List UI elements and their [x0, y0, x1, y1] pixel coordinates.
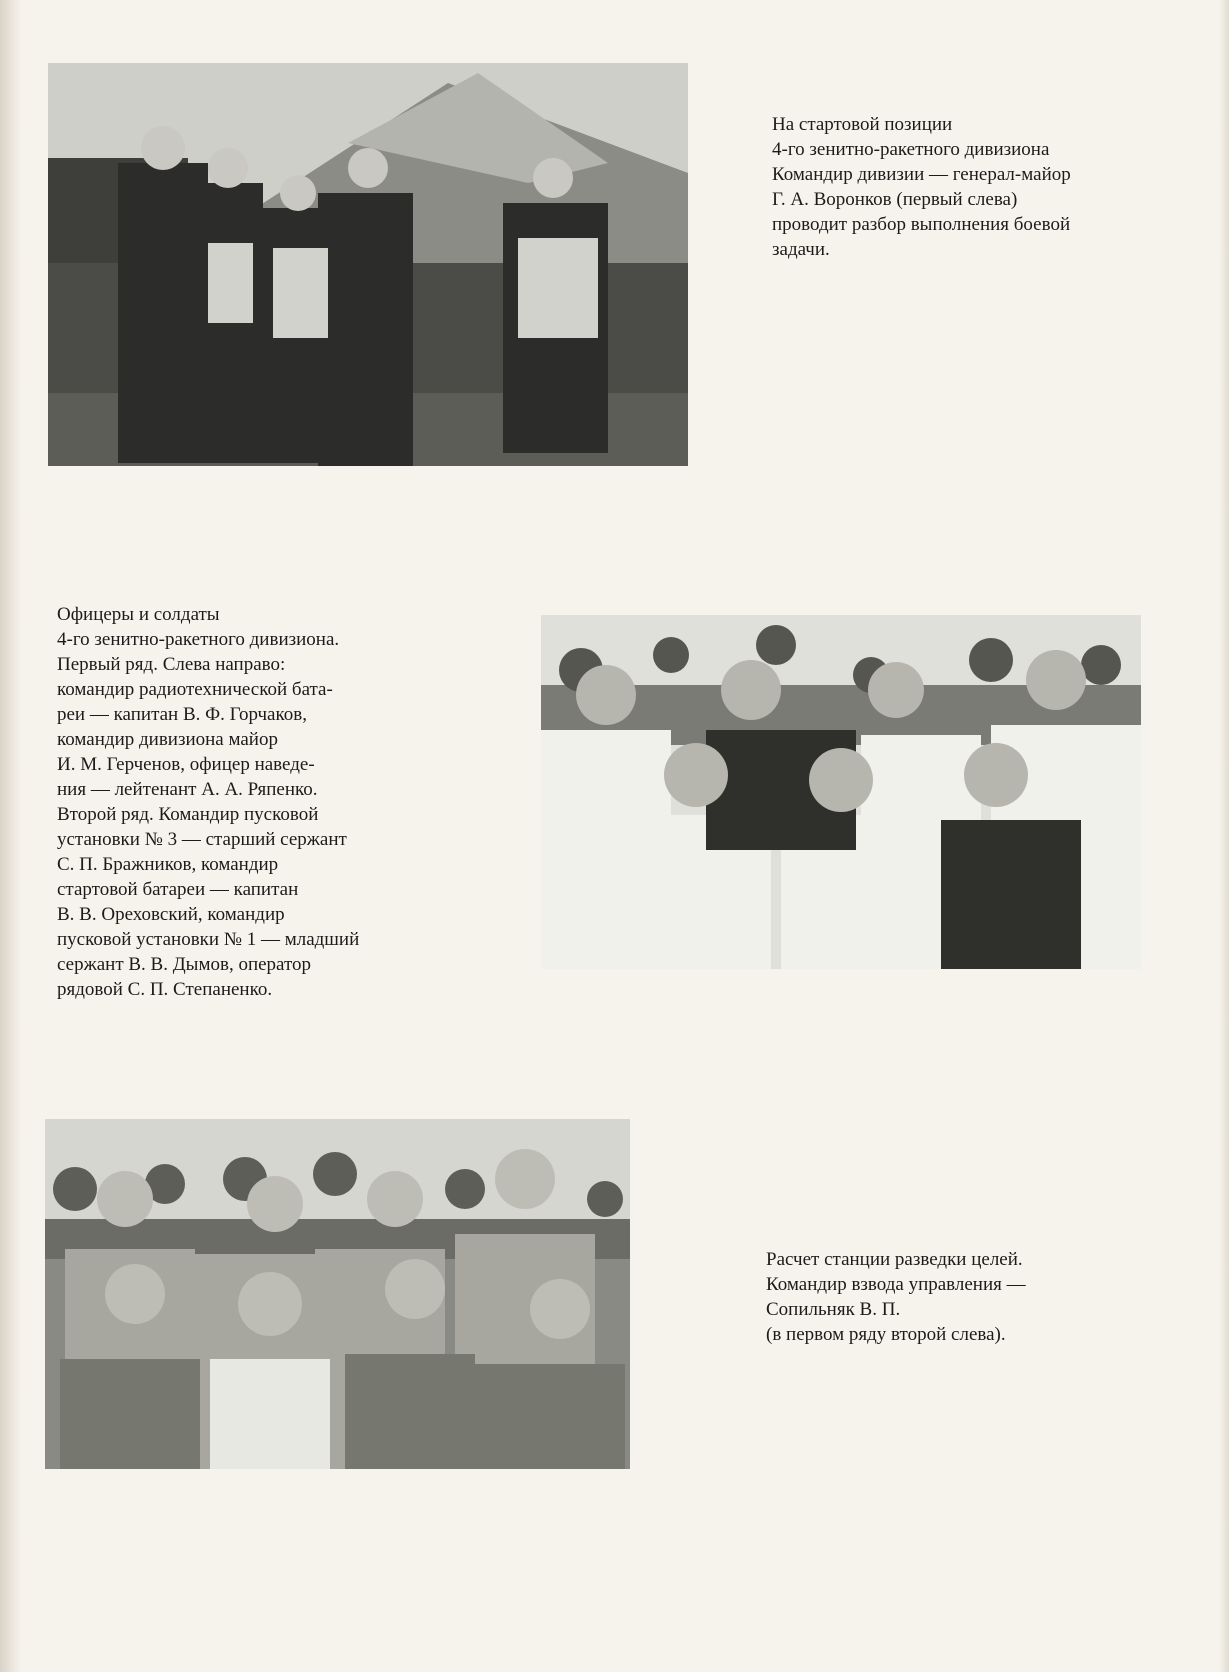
- photo-launch-position: [48, 63, 688, 466]
- caption-line: Первый ряд. Слева направо:: [57, 654, 286, 675]
- photo-recon-crew: [45, 1119, 630, 1469]
- caption-line: 4-го зенитно-ракетного дивизиона: [772, 139, 1050, 160]
- caption-recon-crew: [766, 1247, 1026, 1347]
- caption-line: сержант В. В. Дымов, оператор: [57, 954, 312, 975]
- caption-launch-position: [772, 112, 1071, 262]
- caption-officers-soldiers: [57, 602, 427, 1002]
- caption-line: командир радиотехнической бата-: [57, 679, 333, 700]
- caption-line: пусковой установки № 1 — младший: [57, 929, 360, 950]
- caption-line: В. В. Ореховский, командир: [57, 904, 285, 925]
- caption-line: Г. А. Воронков (первый слева): [772, 189, 1018, 210]
- page-edge-shadow: [1219, 0, 1229, 1672]
- page-gutter-shadow: [0, 0, 22, 1672]
- caption-line: установки № 3 — старший сержант: [57, 829, 347, 850]
- caption-line: И. М. Герченов, офицер наведе-: [57, 754, 315, 775]
- caption-line: (в первом ряду второй слева).: [766, 1324, 1006, 1345]
- caption-line: Офицеры и солдаты: [57, 604, 220, 625]
- caption-line: Командир дивизии — генерал-майор: [772, 164, 1071, 185]
- caption-line: проводит разбор выполнения боевой: [772, 214, 1071, 235]
- caption-line: рядовой С. П. Степаненко.: [57, 979, 273, 1000]
- caption-line: На стартовой позиции: [772, 114, 953, 135]
- caption-line: Второй ряд. Командир пусковой: [57, 804, 319, 825]
- caption-line: С. П. Бражников, командир: [57, 854, 279, 875]
- caption-line: командир дивизиона майор: [57, 729, 278, 750]
- caption-line: 4-го зенитно-ракетного дивизиона.: [57, 629, 340, 650]
- caption-line: задачи.: [772, 239, 830, 260]
- caption-line: Командир взвода управления —: [766, 1274, 1026, 1295]
- caption-line: Расчет станции разведки целей.: [766, 1249, 1023, 1270]
- photo-officers-soldiers: [541, 615, 1141, 969]
- caption-line: ния — лейтенант А. А. Ряпенко.: [57, 779, 318, 800]
- caption-line: стартовой батареи — капитан: [57, 879, 299, 900]
- caption-line: реи — капитан В. Ф. Горчаков,: [57, 704, 307, 725]
- caption-line: Сопильняк В. П.: [766, 1299, 901, 1320]
